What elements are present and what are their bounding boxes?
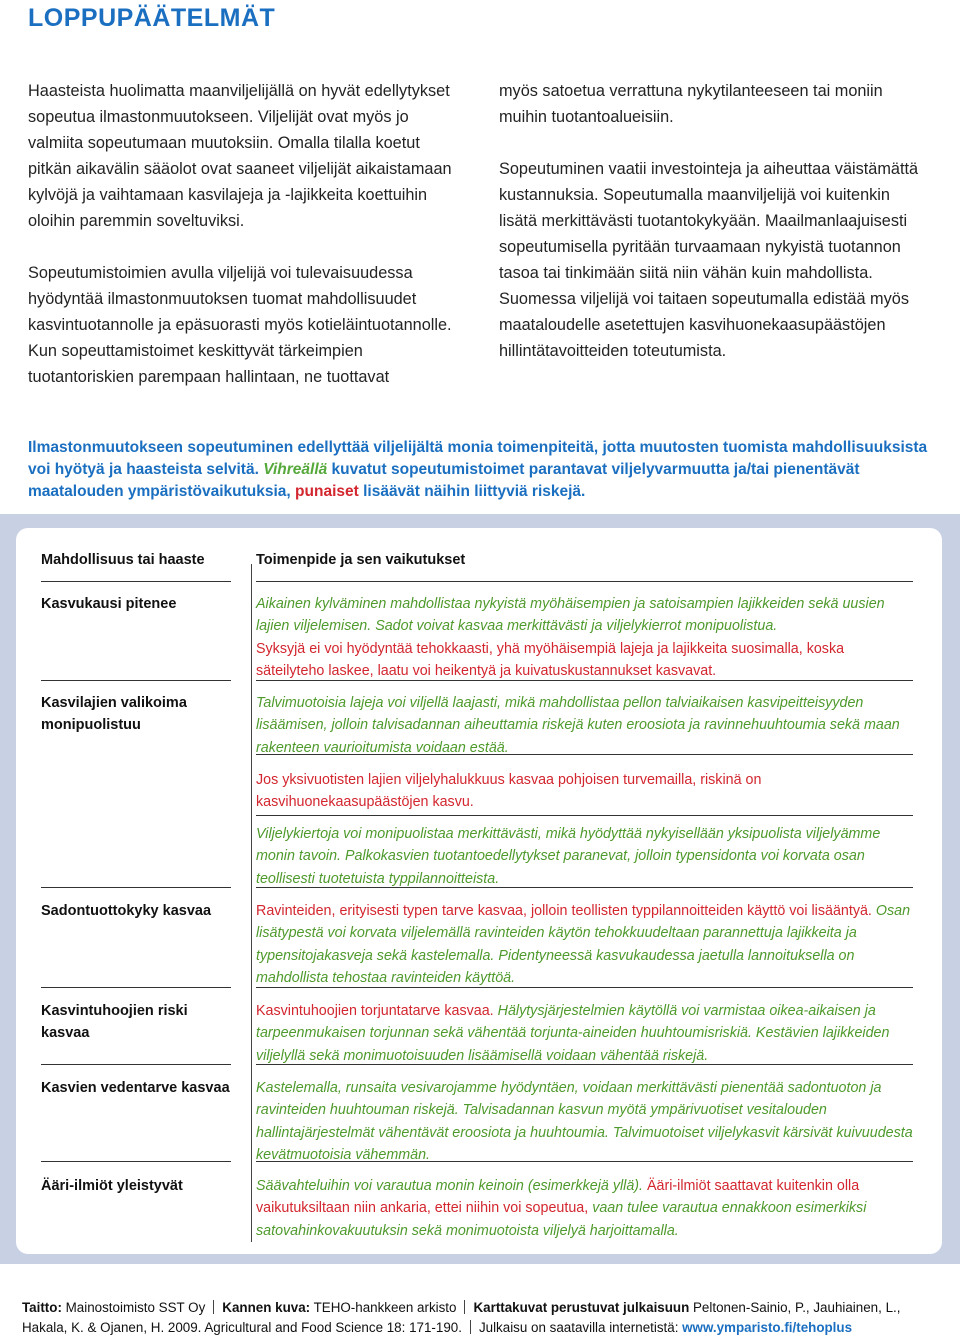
adaptation-table-panel <box>0 514 960 1264</box>
column-header-measure: Toimenpide ja sen vaikutukset <box>256 552 466 568</box>
credit-label: Karttakuvat perustuvat julkaisuun <box>473 1300 690 1315</box>
row-divider <box>256 680 913 681</box>
measure-cell: Kastelemalla, runsaita vesivarojamme hyödyntäen, voidaan merkittävästi pienentää sadontuoton ja ravinteiden huuhtouman riskejä. Talvisadannan kasvun myötä ympärivuotiset vesitalouden hallintajärjestelmät vähentävät eroosiota ja huuhtoumia. Talvimuotoiset viljelykasvit kärsivät kuivuudesta kevätmuotoisia vähemmän. <box>256 1080 913 1164</box>
row-divider <box>256 815 913 816</box>
row-divider <box>41 987 231 988</box>
category-growing-season: Kasvukausi pitenee <box>41 596 177 612</box>
intro-right-column <box>499 78 931 390</box>
row-divider <box>41 680 231 681</box>
separator <box>464 1300 465 1314</box>
row-divider <box>256 1064 913 1065</box>
lead-text: lisäävät näihin liittyviä riskejä. <box>358 483 586 500</box>
category-pest-risk: Kasvintuhoojien riski kasvaa <box>41 1003 188 1041</box>
credit-label: Kannen kuva: <box>222 1300 311 1315</box>
lead-statement <box>28 437 943 503</box>
lead-text: kuvatut sopeutumistoimet parantavat viljelyvarmuutta ja/tai pienentävät maatalouden ympäristövaikutuksia, <box>28 461 860 500</box>
row-divider <box>256 1161 913 1162</box>
row-divider <box>256 581 913 582</box>
page-title: LOPPUPÄÄTELMÄT <box>28 4 276 32</box>
row-divider <box>256 987 913 988</box>
category-crop-selection: Kasvilajien valikoima monipuolistuu <box>41 695 187 733</box>
intro-paragraph: Haasteista huolimatta maanviljelijällä on hyvät edellytykset sopeutua ilmastonmuutokseen. Viljelijät ovat myös jo valmiita sopeutumaan muutoksiin. Omalla tilalla koetut pitkän aikavälin sääolot ovat saaneet viljelijät aikaistamaan kylvöjä ja vaihtamaan kasvilajeja ja -lajikkeita koettuihin oloihin paremmin soveltuviksi. <box>28 82 452 230</box>
separator <box>470 1320 471 1334</box>
separator <box>213 1300 214 1314</box>
credit-value: TEHO-hankkeen arkisto <box>310 1300 457 1315</box>
measure-cell: Viljelykiertoja voi monipuolistaa merkittävästi, mikä hyödyttää nykyisellään yksipuolista viljelyämme monin tavoin. Palkokasvien tuotantoedellytykset paranevat, jolloin typensidonta voi korvata osan teollisesti tuotetuista typpilannoitteista. <box>256 826 881 887</box>
row-divider <box>41 1064 231 1065</box>
row-divider <box>41 1161 231 1162</box>
website-link[interactable]: www.ymparisto.fi/tehoplus <box>682 1320 853 1335</box>
category-extreme-events: Ääri-ilmiöt yleistyvät <box>41 1178 183 1194</box>
row-divider <box>41 581 231 582</box>
credit-value: Peltonen-Sainio, P., Jauhiainen, L., Hakala, K. & Ojanen, H. 2009. Agricultural and Food Science 18: 171-190. <box>22 1300 901 1335</box>
credits-footer <box>22 1298 947 1338</box>
adaptation-table-card <box>16 528 942 1254</box>
row-divider <box>41 887 231 888</box>
column-divider <box>251 564 252 1242</box>
lead-green-word: Vihreällä <box>263 461 328 478</box>
credit-label: Taitto: <box>22 1300 62 1315</box>
measure-cell: Jos yksivuotisten lajien viljelyhalukkuus kasvaa pohjoisen turvemailla, riskinä on kasvihuonekaasupäästöjen kasvu. <box>256 772 762 811</box>
measure-cell: Talvimuotoisia lajeja voi viljellä laajasti, mikä mahdollistaa pellon talviaikaisen kasvipeitteisyyden lisäämisen, jolloin talvisadannan aiheuttamia riskejä kuten eroosiota ja ravinnehuuhtoumia sekä maan rakenteen vaurioitumista voidaan estää. <box>256 695 900 756</box>
credit-value: Mainostoimisto SST Oy <box>61 1300 206 1315</box>
intro-left-column <box>28 78 460 416</box>
column-header-opportunity: Mahdollisuus tai haaste <box>41 552 205 568</box>
row-divider <box>256 754 913 755</box>
category-yield-capacity: Sadontuottokyky kasvaa <box>41 903 212 919</box>
intro-paragraph: Sopeutuminen vaatii investointeja ja aiheuttaa väistämättä kustannuksia. Sopeutumalla maanviljelijä voi kuitenkin lisätä merkittävästi tuotantokykyään. Maailmanlaajuisesti sopeutumisella pyritään turvaamaan nykyistä tuotannon tasoa tai tinkimään siitä niin vähän kuin mahdollista. Suomessa viljelijä voi taitaen sopeutumalla edistää myös maataloudelle asetettujen kasvihuonekaasupäästöjen hillintätavoitteiden toteutumista. <box>499 160 919 360</box>
measure-cell: Säävahteluihin voi varautua monin keinoin (esimerkkejä yllä). Ääri-ilmiöt saattavat kuitenkin olla vaikutuksiltaan niin ankaria, ettei niihin voi sopeutua, vaan tulee varautua ennakkoon esimerkiksi satovahinkovakuutuksin sekä monimuotoista viljelyä harjoittamalla. <box>256 1178 867 1239</box>
intro-paragraph: Sopeutumistoimien avulla viljelijä voi tulevaisuudessa hyödyntää ilmastonmuutoksen tuomat mahdollisuudet kasvintuotannolle ja epäsuorasti myös kotieläintuotannolle. Kun sopeuttamistoimet keskittyvät tärkeimpien tuotantoriskien parempaan hallintaan, ne tuottavat <box>28 264 452 386</box>
intro-paragraph: myös satoetua verrattuna nykytilanteeseen tai moniin muihin tuotantoalueisiin. <box>499 82 883 126</box>
lead-text: Ilmastonmuutokseen sopeutuminen edellyttää viljelijältä monia toimenpiteitä, jotta muutosten tuomista mahdollisuuksista voi hyötyä ja haasteista selvitä. <box>28 439 928 478</box>
measure-cell: Ravinteiden, erityisesti typen tarve kasvaa, jolloin teollisten typpilannoitteiden käyttö voi lisääntyä. Osan lisätypestä voi korvata viljelemällä ravinteiden käytön tehokkuudeltaan parannettuja lajikkeita ja typensitojakasveja sekä kastelemalla. Pidentyneessä kasvukaudessa jaetulla lannoituksella on mahdollista tehostaa ravinteiden käyttöä. <box>256 903 911 987</box>
availability-text: Julkaisu on saatavilla internetistä: <box>478 1320 683 1335</box>
measure-cell: Kasvintuhoojien torjuntatarve kasvaa. Hälytysjärjestelmien käytöllä voi varmistaa oikea-aikaisen ja tarpeenmukaisen torjunnan sekä vähentää torjunta-aineiden huuhtoumisriskiä. Kestävien lajikkeiden viljelyllä sekä monimuotoisuuden lisäämisellä voidaan vähentää riskejä. <box>256 1003 890 1064</box>
measure-cell: Aikainen kylväminen mahdollistaa nykyistä myöhäisempien ja satoisampien lajikkeiden sekä uusien lajien viljelemisen. Sadot voivat kasvaa merkittävästi ja viljelykierrot monipuolistua. Syksyjä ei voi hyödyntää tehokkaasti, yhä myöhäisempiä lajeja ja lajikkeita suosimalla, koska säteilyteho laskee, laatu voi heikentyä ja kuivatuskustannukset kasvavat. <box>256 596 885 680</box>
row-divider <box>256 887 913 888</box>
lead-red-word: punaiset <box>295 483 359 500</box>
category-water-need: Kasvien vedentarve kasvaa <box>41 1080 230 1096</box>
